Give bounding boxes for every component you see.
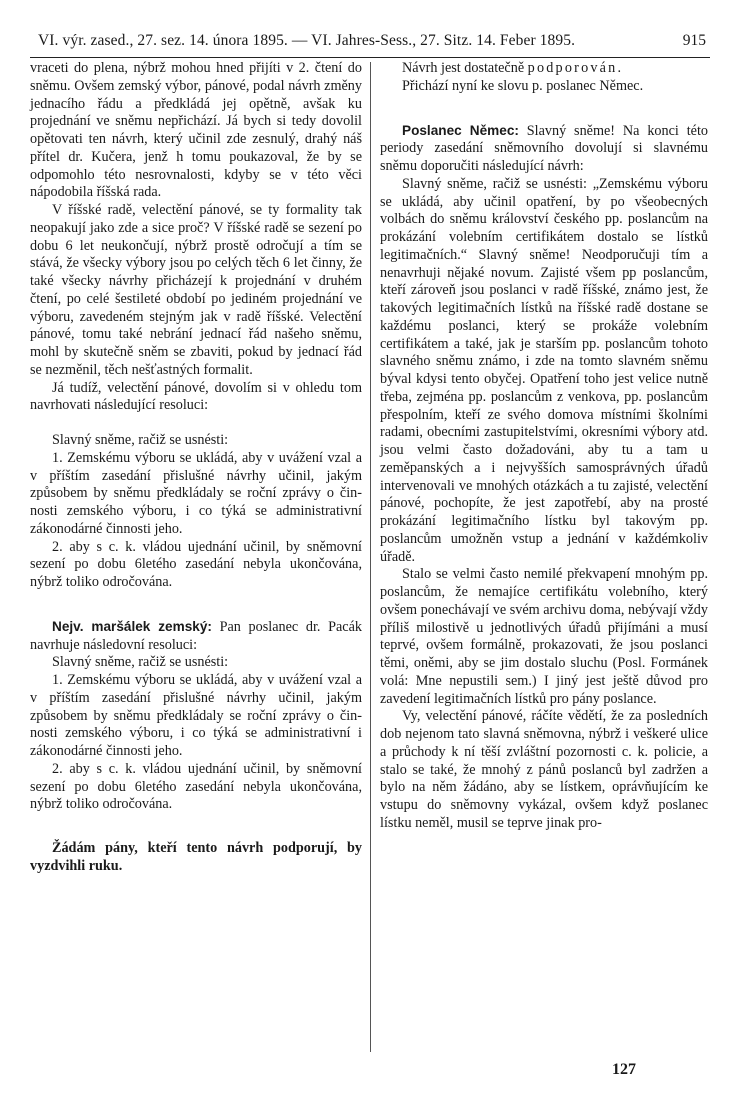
signature-mark: 127 (612, 1061, 636, 1078)
paragraph: vraceti do plena, nýbrž mohou hned přijíti v 2. čtení do sněmu. Ovšem zemský výbor, pánové, podal návrh změny jednacího řádu a předkládá jej opětně, avšak ku projednání ve sněmu nepřichází. Já bych si tedy dovolil opětovati ten návrh, který učinil zde zesnulý, drahý náš přítel dr. Kučera, jenž h tomu poukazoval, že by se odpomohlo této nesrovnalosti, kdyby se v této věci nápodobila říšská rada. (30, 60, 362, 201)
paragraph: Stalo se velmi často nemilé překvapení mnohým pp. poslancům, že nemajíce certifikátu volebního, který ovšem ponechávají ve svém archivu doma, nebývají vždy příliš milostivě u jednotlivých úřadů přijímáni a musí teprvé, ovšem formálně, prokazovati, že jsou poslanci těmi, oněmi, aby se jim dostalo sluchu (Posl. Formánek volá: Mne nepustili sem.) I jiný jest ještě důvod pro zavedení legitimačních lístků pro pány poslance. (380, 566, 708, 707)
header-rule (30, 57, 710, 58)
resolution-point-1: 1. Zemskému výboru se ukládá, aby v uvážení vzal a v příštím zasedání přislušné návrhy učinil, jakým způsobem by sněmu předkládaly se roční zprávy o činnosti zemského výboru, i co týká se administrativní i zákonodárné činnosti jeho. (30, 672, 362, 759)
speech-text: Slavný sněme! Na konci této periody zasedání sněmovního dovolují si slavnému sněmu doporučiti následující návrh: (380, 122, 708, 174)
page-number: 915 (682, 32, 706, 49)
speech-paragraph (30, 618, 362, 655)
paragraph: Já tudíž, velectění pánové, dovolím si v ohledu tom navrhovati následující resoluci: (30, 379, 362, 414)
text: Návrh jest dostatečně (402, 60, 528, 76)
emphasis: podporován. (527, 60, 624, 76)
paragraph (380, 60, 708, 78)
resolution-point-2: 2. aby s c. k. vládou ujednání učinil, by sněmovní sezení po dobu 6letého zasedání nebyla ukončována, nýbrž toliko odročována. (30, 538, 362, 590)
paragraph: Přichází nyní ke slovu p. poslanec Němec. (402, 77, 644, 94)
left-column (30, 60, 362, 876)
speaker-name: Nejv. maršálek zemský: (52, 618, 212, 634)
speaker-name: Poslanec Němec: (402, 122, 519, 138)
paragraph: Slavný sněme, račiž se usnésti: „Zemskému výboru se ukládá, aby učinil opatření, by po všeobecných volbách do sněmu království českého pp. poslancům na prokázání volebním certifikátem dostalo se lístků legitimačních.“ Slavný sněme! Neodporučuji tím a nenavrhuji nějaké novum. Zajisté všem pp poslancům, kteří zároveň jsou poslanci v radě říšské, známo jest, že takových legitimačních lístků na říšské radě dostane se každému poslanci, který se prokáže volebním certifikátem a také, jak je starším pp. poslancům tohoto slavného sněmu známo, i zde na tomto slavném sněmu býval kdysi tento obyčej. Opatření toho jest velice nutně třeba, zejména pp. poslancům z venkova, pp. poslancům přespolním, kteří ze svého domova místními školními radami, obecními zastupitelstvími, okresními výbory atd. jsou velmi často dožadováni, aby tu a tam u zeměpanských a i nejvyšších samosprávných úřadů intervenovali ve mnohých otázkách a tu zajisté, velectění pánové, pochopíte, že jest zapotřebí, aby na prosté prokázání legitimačního lístku byl takovým pp. poslancům umožněn vstup a jednání v každémkoliv úřadě. (380, 175, 708, 565)
paragraph: Slavný sněme, račiž se usnésti: (52, 654, 229, 671)
right-column (380, 60, 708, 833)
header-title: VI. výr. zased., 27. sez. 14. února 1895. — VI. Jahres-Sess., 27. Sitz. 14. Feber 1895. (38, 32, 576, 49)
paragraph: Žádám pány, kteří tento návrh podporují, by vyzdvihli ruku. (30, 840, 362, 874)
resolution-point-1: 1. Zemskému výboru se ukládá, aby v uvážení vzal a v příštím zasedání přislušné návrhy učinil, jakým způsobem by sněmu předkládaly se roční zprávy o činnosti zemského výboru, i co týká se administrativní zákonodárné činnosti jeho. (30, 449, 362, 537)
paragraph: V říšské radě, velectění pánové, se ty formality tak neopakují jako zde a sice proč? V říšské radě se sezení po dobu 6 let neukončují, nýbrž prostě odročují a tím se stává, že všecky výbory jsou po celých těch 6 let činny, že také všecky návrhy přicházejí k projednání v druhém čtení, po celé šestileté období po jediném projednání ve výboru, zavedeném stejným jak v radě říšské. Velectění pánové, tomu také nebrání jednací řád našeho sněmu, mohl by skutečně sněm se zbaviti, pokud by jednací řád se nezměnil, těch nešťastných formalit. (30, 202, 362, 378)
column-divider (370, 62, 371, 1052)
resolution-point-2: 2. aby s c. k. vládou ujednání učinil, by sněmovní sezení po dobu 6letého zasedání nebyla ukončována, nýbrž toliko odročována. (30, 760, 362, 813)
speech-text: Pan poslanec dr. Pacák navrhuje následovní resoluci: (30, 618, 362, 653)
speech-paragraph (380, 122, 708, 176)
paragraph: Vy, velectění pánové, ráčíte vědětí, že za posledních dob nejenom tato slavná sněmovna, nýbrž i veškeré ulice a průchody k ní těší zvláštní pozornosti c. k. policie, a stalo se také, že mnohý z pánů poslanců byl zadržen a bylo na něm žádáno, aby se lístkem, oprávňujícím ke vstupu do sněmovny vykázal, ovšem když poslanec lístku neměl, musil se teprve jinak pro- (380, 708, 708, 831)
running-header (30, 28, 710, 58)
paragraph: Slavný sněme, račiž se usnésti: (52, 432, 229, 448)
